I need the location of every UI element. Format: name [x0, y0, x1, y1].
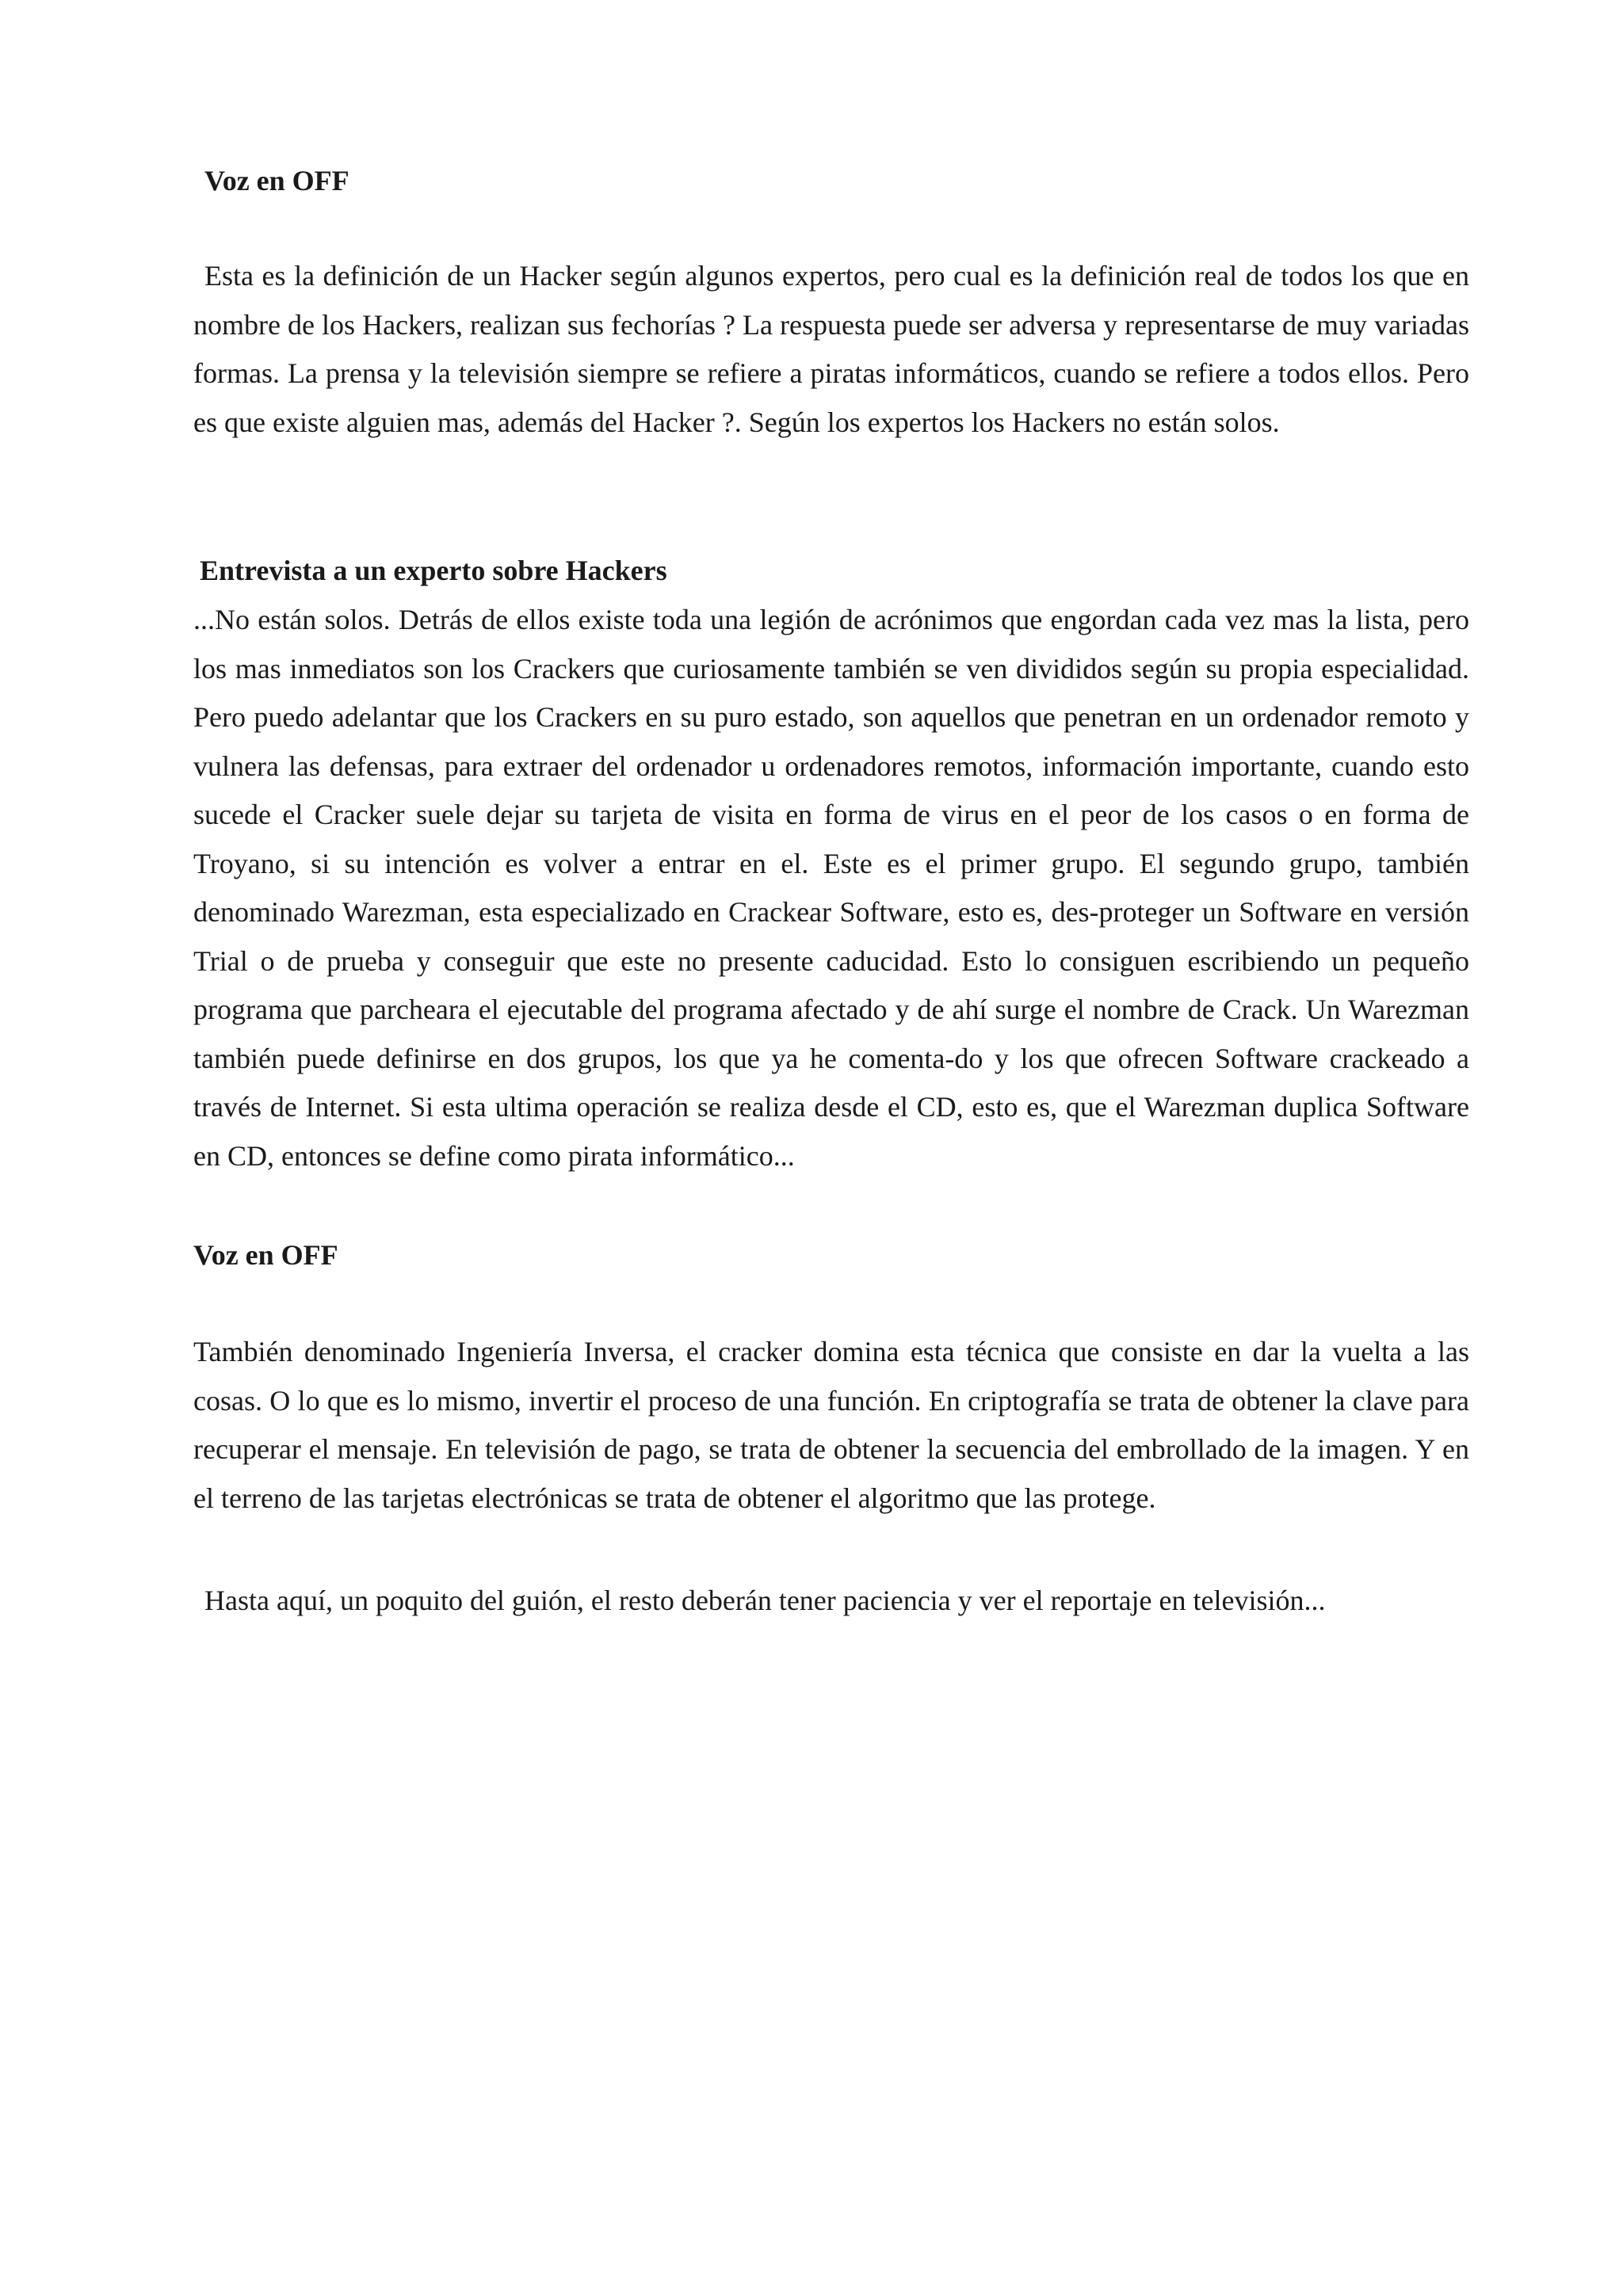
closing-paragraph: Hasta aquí, un poquito del guión, el resto deberán tener paciencia y ver el reportaje en televisión... — [204, 1585, 1326, 1616]
section-heading-voz-en-off: Voz en OFF — [204, 165, 349, 196]
section-paragraph-ingenieria-inversa: También denominado Ingeniería Inversa, el cracker domina esta técnica que consiste en dar la vuelta a las cosas. O lo que es lo mismo, invertir el proceso de una función. En criptografía se trata de obtener la clave para recuperar el mensaje. En televisión de pago, se trata de obtener la secuencia del embrollado de la imagen. Y en el terreno de las tarjetas electrónicas se trata de obtener el algoritmo que las protege. — [193, 1336, 1469, 1514]
section-heading-voz-en-off-2: Voz en OFF — [193, 1239, 338, 1271]
section-paragraph-hacker-definition: Esta es la definición de un Hacker según algunos expertos, pero cual es la definición real de todos los que en nombre de los Hackers, realizan sus fechorías ? La respuesta puede ser adversa y representarse de muy variadas formas. La prensa y la televisión siempre se refiere a piratas informáticos, cuando se refiere a todos ellos. Pero es que existe alguien mas, además del Hacker ?. Según los expertos los Hackers no están solos. — [193, 260, 1469, 438]
section-paragraph-interview: ...No están solos. Detrás de ellos existe toda una legión de acrónimos que engordan cada vez mas la lista, pero los mas inmediatos son los Crackers que curiosamente también se ven divididos según su propia especialidad. Pero puedo adelantar que los Crackers en su puro estado, son aquellos que penetran en un ordenador remoto y vulnera las defensas, para extraer del ordenador u ordenadores remotos, información importante, cuando esto sucede el Cracker suele dejar su tarjeta de visita en forma de virus en el peor de los casos o en forma de Troyano, si su intención es volver a entrar en el. Este es el primer grupo. El segundo grupo, también denominado Warezman, esta especializado en Crackear Software, esto es, des-proteger un Software en versión Trial o de prueba y conseguir que este no presente caducidad. Esto lo consiguen escribiendo un pequeño programa que parcheara el ejecutable del programa afectado y de ahí surge el nombre de Crack. Un Warezman también puede definirse en dos grupos, los que ya he comenta-do y los que ofrecen Software crackeado a través de Internet. Si esta ultima operación se realiza desde el CD, esto es, que el Warezman duplica Software en CD, entonces se define como pirata informático... — [193, 604, 1469, 1172]
section-heading-entrevista: Entrevista a un experto sobre Hackers — [200, 555, 667, 586]
